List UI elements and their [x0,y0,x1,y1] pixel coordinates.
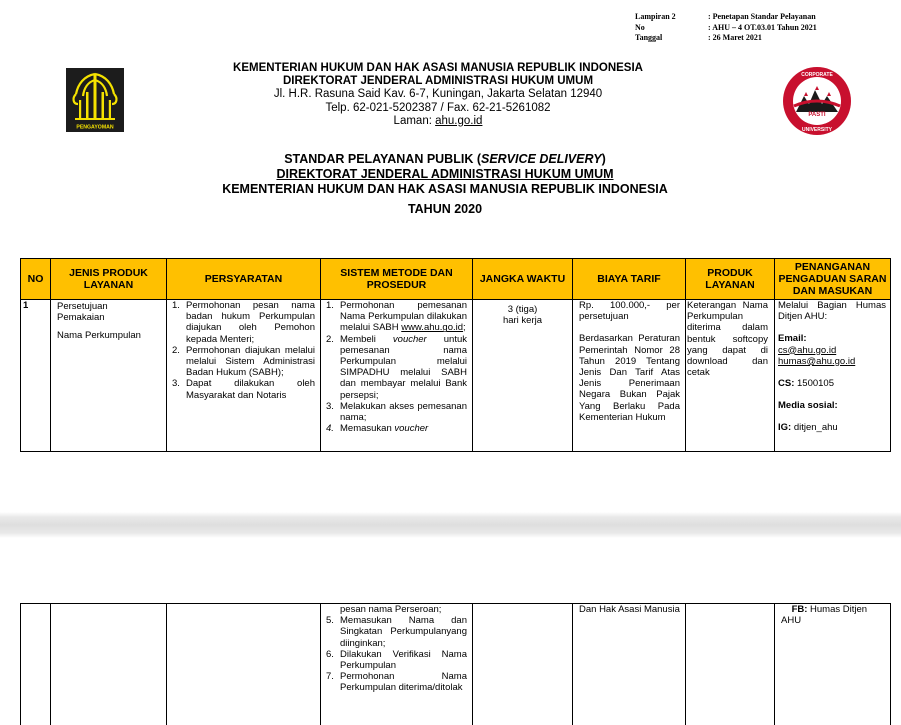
header-sistem: SISTEM METODE DAN PROSEDUR [321,259,473,300]
header-produk: PRODUK LAYANAN [686,259,775,300]
cs-value: 1500105 [794,378,834,390]
cell-jenis [51,300,167,452]
list-item [326,334,467,401]
cell-jangka-waktu [473,604,573,725]
letterhead-phone: Telp. 62-021-5202387 / Fax. 62-21-5261082 [325,101,551,114]
list-item [326,423,467,434]
fb-label: FB: [791,604,808,615]
list-text-part: Membeli [340,333,393,345]
cell-persyaratan [167,300,321,452]
cell-produk: Keterangan Nama Perkumpulan diterima dalam bentuk softcopy yang dapat di download dan cetak [686,300,775,452]
lampiran-value: : Penetapan Standar Pelayanan [708,12,816,21]
table-row [21,604,891,725]
jangka-line: 3 (tiga) [507,304,538,315]
biaya-basis: Berdasarkan Peraturan Pemerintah Nomor 28 Tahun 2019 Tentang Jenis Dan Tarif Atas Jenis Penerimaan Negara Bukan Pajak Yang Berlaku Pada Kementerian Hukum [579,333,680,423]
lampiran-value: : AHU – 4 OT.03.01 Tahun 2021 [708,22,817,32]
list-text: Memasukan Nama dan Singkatan Perkumpulanyang diinginkan; [340,615,467,649]
jangka-line: hari kerja [502,315,543,327]
list-text: Dilakukan Verifikasi Nama Perkumpulan [340,648,467,672]
list-item [172,300,315,345]
list-number: 1. [172,300,180,311]
list-text [340,334,467,401]
list-text: Permohonan pemesanan Nama Perkumpulan dilakukan melalui SABH www.ahu.go.id; [340,300,467,334]
cell-no [21,604,51,725]
ig-value: ditjen_ahu [791,422,838,434]
service-standard-table-continued [20,603,891,725]
cell-biaya: Dan Hak Asasi Manusia [573,604,686,725]
list-number: 7. [326,671,334,683]
header-jenis: JENIS PRODUK LAYANAN [51,259,167,300]
email-link[interactable]: humas@ahu.go.id [778,355,856,367]
lampiran-key: Tanggal [635,33,663,42]
logo-bottom-text: UNIVERSITY [801,127,833,133]
cell-sistem [321,300,473,452]
list-number: 6. [326,648,334,660]
lampiran-value: : 26 Maret 2021 [708,33,762,42]
header-no: NO [21,259,51,300]
cell-jangka-waktu [473,300,573,452]
logo-caption: PENGAYOMAN [76,124,114,131]
list-text-italic: voucher [394,423,429,435]
list-text [340,423,467,434]
cs-label: CS: [778,378,795,390]
lampiran-block [635,12,817,44]
list-text: Melakukan akses pemesanan nama; [340,400,467,424]
service-standard-table [20,258,891,452]
letterhead [200,62,676,129]
list-text: Permohonan Nama Perkumpulan diterima/ditolak [340,671,467,694]
cell-produk [686,604,775,725]
header-jangka: JANGKA WAKTU [473,259,573,300]
lampiran-key: No [635,22,645,32]
jenis-line: Pemakaian [57,312,105,324]
jenis-line: Nama Perkumpulan [57,330,141,342]
title-line-3: KEMENTERIAN HUKUM DAN HAK ASASI MANUSIA REPUBLIK INDONESIA [222,182,668,196]
cell-biaya [573,300,686,452]
list-text: Permohonan pesan nama badan hukum Perkumpulan diajukan oleh Pemohon kepada Menteri; [186,300,315,345]
logo-top-text: CORPORATE [801,72,833,78]
document-title [150,152,740,217]
table-header-row [21,259,891,300]
list-number: 5. [326,615,334,627]
list-text-part: untuk pemesanan nama Perkumpulan melalui SIMPADHU melalui SABH dan membayar melalui Bank persepsi; [340,333,467,401]
list-item [326,300,467,334]
letterhead-address: Jl. H.R. Rasuna Said Kav. 6-7, Kuningan, Jakarta Selatan 12940 [273,88,603,100]
cell-sistem [321,604,473,725]
email-label: Email: [778,333,807,345]
pengayoman-logo [66,68,124,132]
lampiran-row [635,33,817,44]
header-biaya: BIAYA TARIF [573,259,686,300]
list-text: Dapat dilakukan oleh Masyarakat dan Notaris [186,378,315,401]
lampiran-row [635,23,817,34]
title-line-2: DIREKTORAT JENDERAL ADMINISTRASI HUKUM UMUM [276,167,614,181]
list-number: 2. [326,333,334,345]
title-line-1-pre: STANDAR PELAYANAN PUBLIK ( [284,152,481,166]
web-label: Laman: [393,115,436,127]
list-item [326,671,467,693]
list-item [326,649,467,671]
ig-label: IG: [778,422,792,434]
logo-center-text: PASTI [808,112,826,118]
header-pengaduan: PENANGANAN PENGADUAN SARAN DAN MASUKAN [775,259,891,300]
header-persyaratan: PERSYARATAN [167,259,321,300]
list-number: 2. [172,344,180,356]
letterhead-directorate: DIREKTORAT JENDERAL ADMINISTRASI HUKUM UMUM [282,75,594,87]
list-item [326,615,467,649]
cell-no: 1 [21,300,51,452]
corporate-university-logo [782,66,852,136]
list-text: Permohonan diajukan melalui melalui Sistem Administrasi Badan Hukum (SABH); [186,344,315,379]
lampiran-key: Lampiran 2 [635,12,676,21]
cell-persyaratan [167,604,321,725]
list-item [172,345,315,379]
page-gap [0,512,901,538]
jenis-line: Persetujuan [57,301,108,312]
email-link[interactable]: cs@ahu.go.id [778,344,837,356]
biaya-amount: Rp. 100.000,- per persetujuan [579,300,680,323]
title-year: TAHUN 2020 [407,202,483,216]
web-link[interactable]: ahu.go.id [435,115,483,127]
media-label: Media sosial: [778,400,838,412]
list-text-part: Memasukan [340,423,395,435]
list-text-italic: voucher [392,333,427,345]
list-continuation: pesan nama Perseroan; [340,604,442,615]
lampiran-row [635,12,817,23]
ahu-link[interactable]: www.ahu.go.id [401,322,464,334]
letterhead-ministry: KEMENTERIAN HUKUM DAN HAK ASASI MANUSIA REPUBLIK INDONESIA [233,62,643,74]
cell-pengaduan [775,300,891,452]
list-text-part: Permohonan pemesanan Nama Perkumpulan dilakukan melalui SABH [340,300,467,334]
list-number: 1. [326,300,334,311]
ig-line [778,422,886,433]
list-number: 3. [326,400,334,412]
list-number: 4. [326,423,334,435]
fb-value: Humas Ditjen AHU [781,604,868,627]
cell-jenis [51,604,167,725]
title-line-1-post: ) [601,152,606,166]
letterhead-web [200,115,676,129]
table-row [21,300,891,452]
title-line-1-italic: SERVICE DELIVERY [480,152,602,166]
cell-pengaduan [775,604,891,725]
title-line-1 [150,152,740,167]
list-item [172,378,315,400]
list-item [326,401,467,423]
aduan-intro: Melalui Bagian Humas Ditjen AHU: [778,300,886,323]
fb-line [781,604,886,626]
cs-line [778,378,886,389]
list-number: 3. [172,378,180,390]
